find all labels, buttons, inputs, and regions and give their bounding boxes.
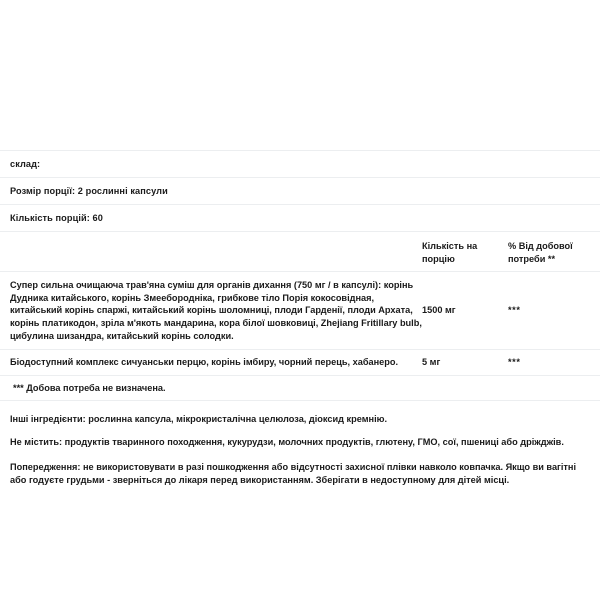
servings-per-container: Кількість порцій: 60 [10,213,103,223]
free-from-statement: Не містить: продуктів тваринного походження, кукурудзи, молочних продуктів, глютену, ГМО, сої, пшениці або дріжджів. [10,437,564,448]
servings-per-container-row [0,205,600,232]
column-header-amount-per-serving: Кількість на порцію [422,241,478,264]
column-header-percent-daily-value: % Від добової потреби ** [508,241,573,264]
table-row [0,272,600,350]
warning-statement: Попередження: не використовувати в разі пошкодження або відсутності захисної плівки навколо ковпачка. Якщо ви вагітні або годуєте грудьми - зверніться до лікаря перед використанням. Зберігати в недоступному для дітей місці. [10,462,577,486]
footnote-text: *** Добова потреба не визначена. [13,382,166,393]
other-ingredients: Інші інгредієнти: рослинна капсула, мікрокристалічна целюлоза, діоксид кремнію. [10,414,388,425]
ingredient-name: Біодоступний комплекс сичуанськи перцю, корінь імбиру, чорний перець, хабанеро. [10,357,399,368]
serving-size: Розмір порції: 2 рослинні капсули [10,186,168,196]
ingredient-name: Супер сильна очищаюча трав'яна суміш для органів дихання (750 мг / в капсулі): корінь Дудника китайського, корінь Змеебородніка, грибкове тіло Порія кокосовідная, китайський корінь спаржі, китайський корінь шоломниці, плоди Гарденії, плоди Архата, корінь платикодон, зріла м'якоть мандарина, кора білої шовковиці, Zhejiang Fritillary bulb, цибулина шизандра, китайський корінь солодки. [10,280,422,341]
label-title: склад: [10,159,41,169]
serving-size-row [0,178,600,205]
top-whitespace [0,0,600,150]
ingredient-amount: 5 мг [422,357,441,368]
column-header-name [10,240,422,241]
footer-block [0,401,600,489]
ingredient-daily-value: *** [508,357,521,368]
supplement-facts-panel [0,150,600,489]
ingredient-daily-value: *** [508,305,521,316]
table-header-row [0,232,600,272]
label-title-row [0,151,600,178]
table-row [0,350,600,376]
footnote-row [0,376,600,402]
ingredient-amount: 1500 мг [422,305,456,316]
